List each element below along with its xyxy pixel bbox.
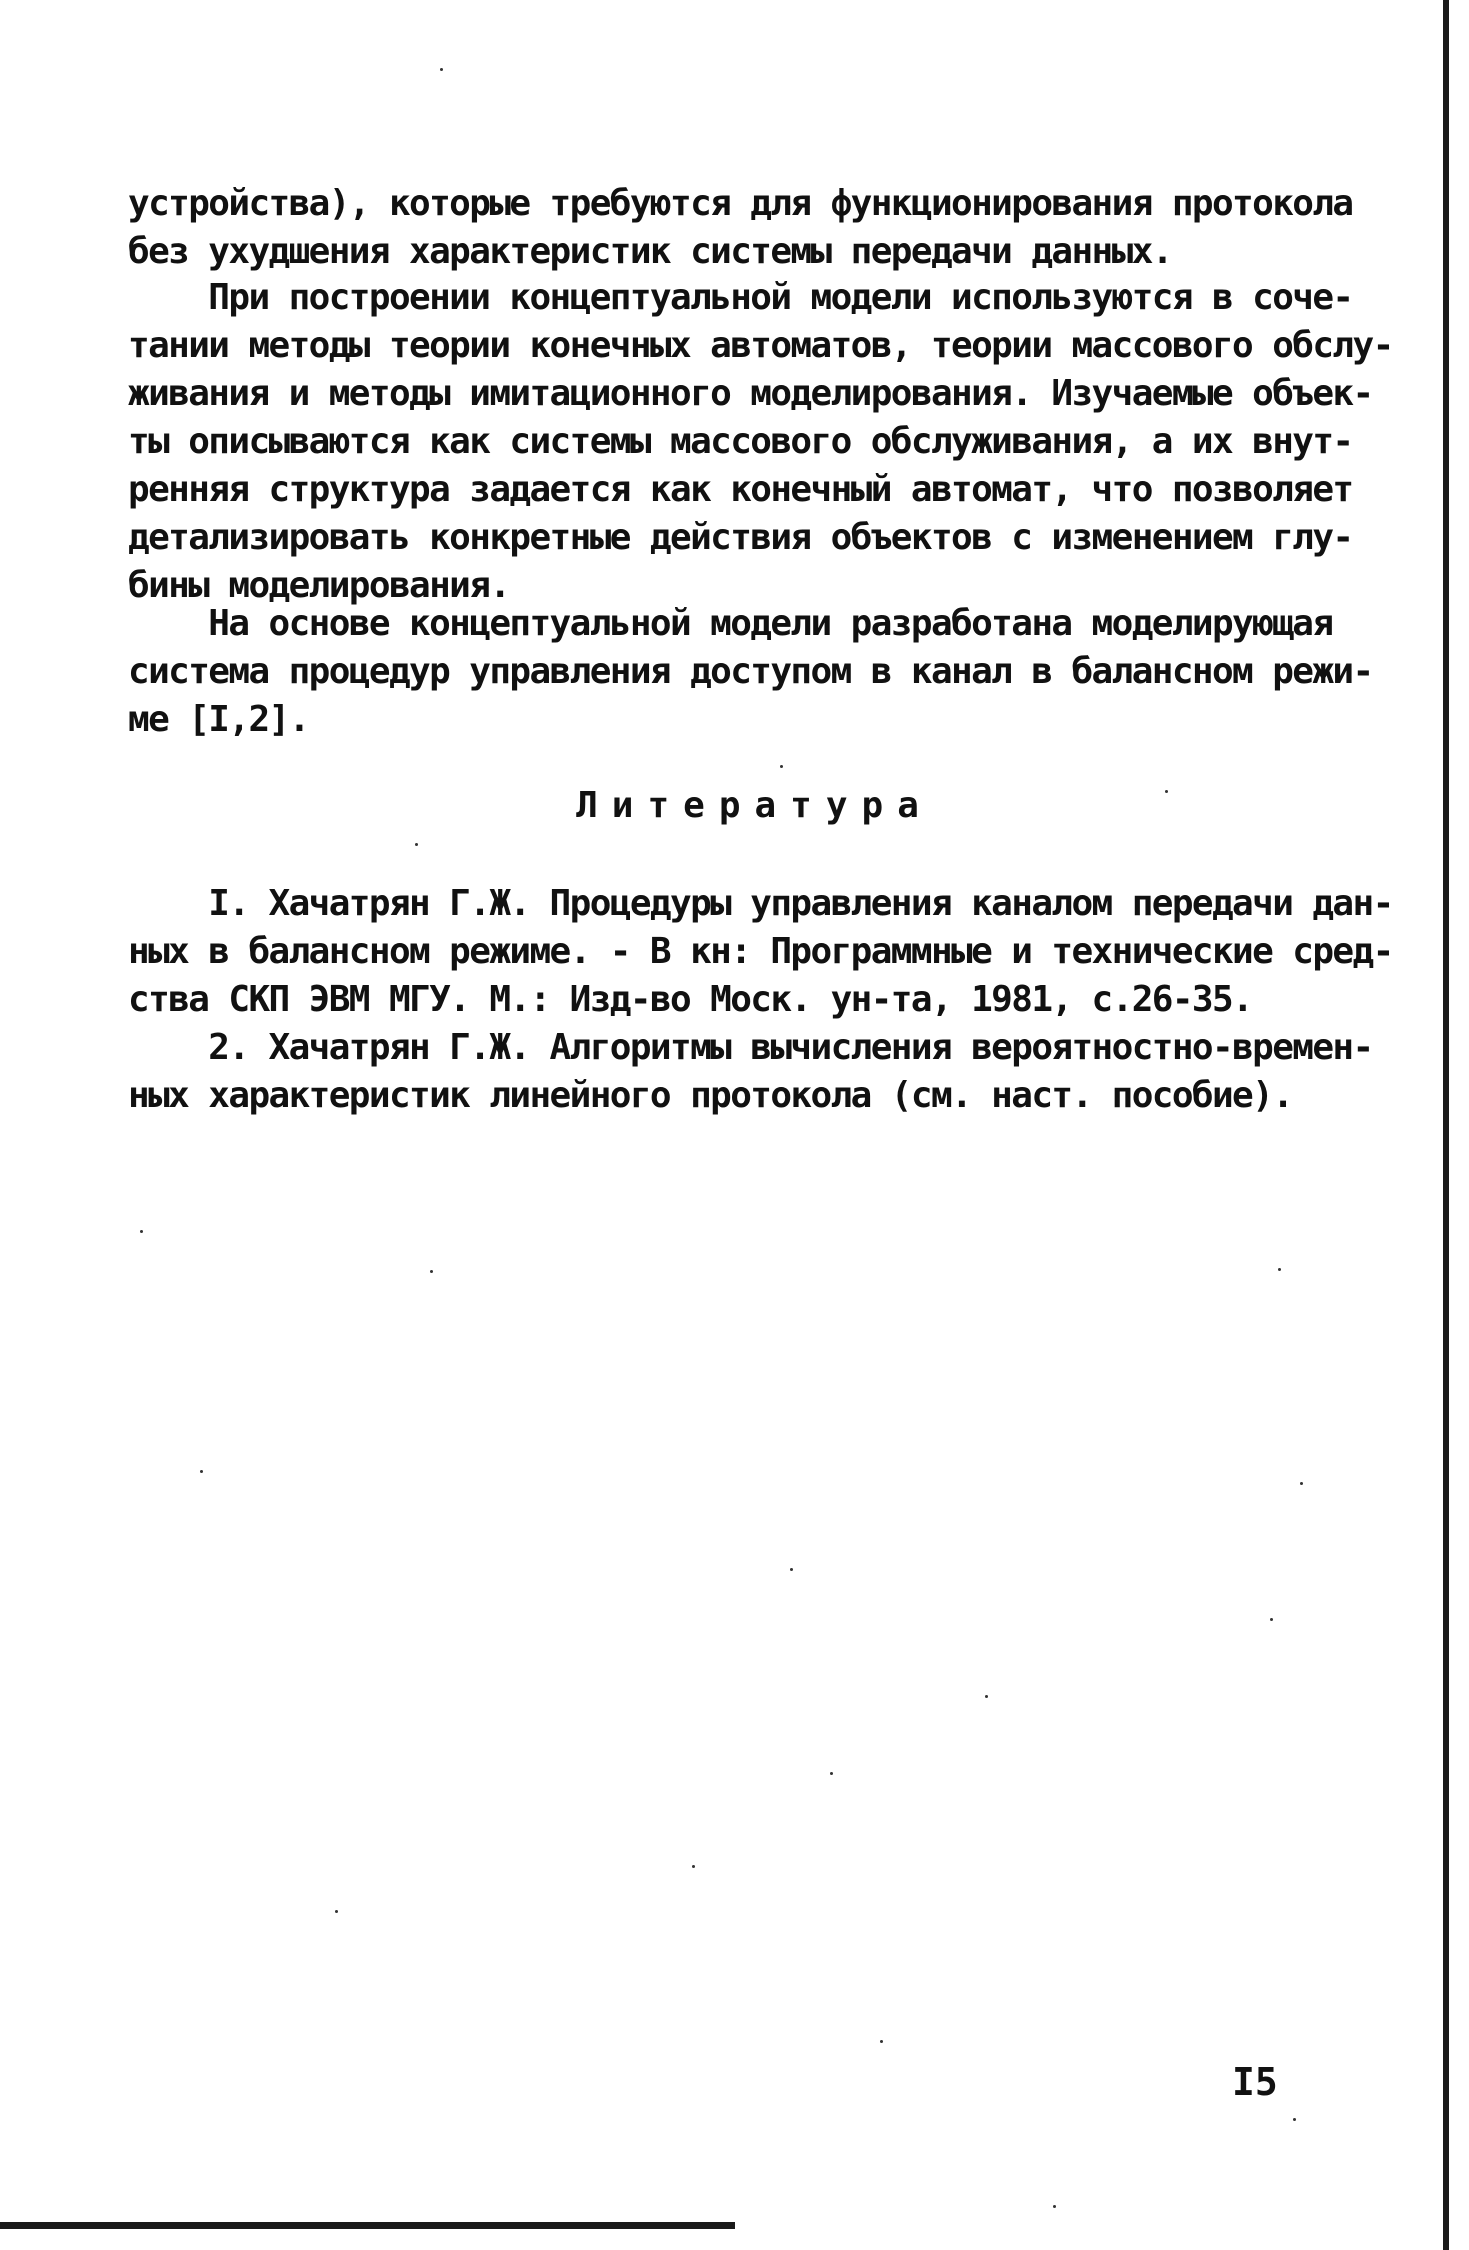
- paragraph-2-line-1: При построении концептуальной модели используются в соче-: [128, 277, 1353, 318]
- scan-speck: [1300, 1482, 1303, 1485]
- paragraph-3-line-3: ме [I,2].: [128, 699, 309, 740]
- reference-item-1: [128, 880, 1393, 1024]
- scan-speck: [780, 765, 783, 768]
- scan-speck: [335, 1910, 338, 1913]
- right-edge-rule: [1443, 0, 1449, 2250]
- scan-speck: [415, 843, 418, 846]
- scan-speck: [430, 1270, 433, 1273]
- paragraph-3: [128, 600, 1373, 744]
- scan-speck: [985, 1695, 988, 1698]
- reference-2-line-1: 2. Хачатрян Г.Ж. Алгоритмы вычисления вероятностно-времен-: [128, 1027, 1373, 1068]
- scan-speck: [790, 1568, 793, 1571]
- scan-speck: [692, 1865, 695, 1868]
- paragraph-1-line-2: без ухудшения характеристик системы передачи данных.: [128, 231, 1172, 272]
- references-heading: Литература: [576, 785, 933, 826]
- paragraph-2-line-5: ренняя структура задается как конечный автомат, что позволяет: [128, 469, 1353, 510]
- bottom-edge-rule: [0, 2222, 735, 2229]
- paragraph-2-line-7: бины моделирования.: [128, 565, 510, 606]
- scan-speck: [1165, 790, 1168, 793]
- scan-speck: [140, 1230, 143, 1233]
- scan-speck: [1278, 1268, 1281, 1271]
- paragraph-2-line-6: детализировать конкретные действия объектов с изменением глу-: [128, 517, 1353, 558]
- scan-speck: [1270, 1618, 1273, 1621]
- paragraph-3-line-1: На основе концептуальной модели разработана моделирующая: [128, 603, 1333, 644]
- scan-speck: [1053, 2205, 1056, 2208]
- scan-speck: [1293, 2118, 1296, 2121]
- page-number: I5: [1232, 2060, 1278, 2104]
- reference-1-line-1: I. Хачатрян Г.Ж. Процедуры управления каналом передачи дан-: [128, 883, 1393, 924]
- paragraph-2-line-3: живания и методы имитационного моделирования. Изучаемые объек-: [128, 373, 1373, 414]
- reference-2-line-2: ных характеристик линейного протокола (см. наст. пособие).: [128, 1075, 1293, 1116]
- paragraph-1: [128, 180, 1353, 276]
- scan-speck: [440, 68, 443, 71]
- scan-speck: [830, 1772, 833, 1775]
- paragraph-2-line-4: ты описываются как системы массового обслуживания, а их внут-: [128, 421, 1353, 462]
- paragraph-1-line-1: устройства), которые требуются для функционирования протокола: [128, 183, 1353, 224]
- reference-1-line-2: ных в балансном режиме. - В кн: Программные и технические сред-: [128, 931, 1393, 972]
- scan-speck: [880, 2040, 883, 2043]
- paragraph-2: [128, 274, 1393, 610]
- paragraph-2-line-2: тании методы теории конечных автоматов, теории массового обслу-: [128, 325, 1393, 366]
- reference-item-2: [128, 1024, 1373, 1120]
- paragraph-3-line-2: система процедур управления доступом в канал в балансном режи-: [128, 651, 1373, 692]
- reference-1-line-3: ства СКП ЭВМ МГУ. М.: Изд-во Моск. ун-та, 1981, с.26-35.: [128, 979, 1253, 1020]
- scan-speck: [200, 1470, 203, 1473]
